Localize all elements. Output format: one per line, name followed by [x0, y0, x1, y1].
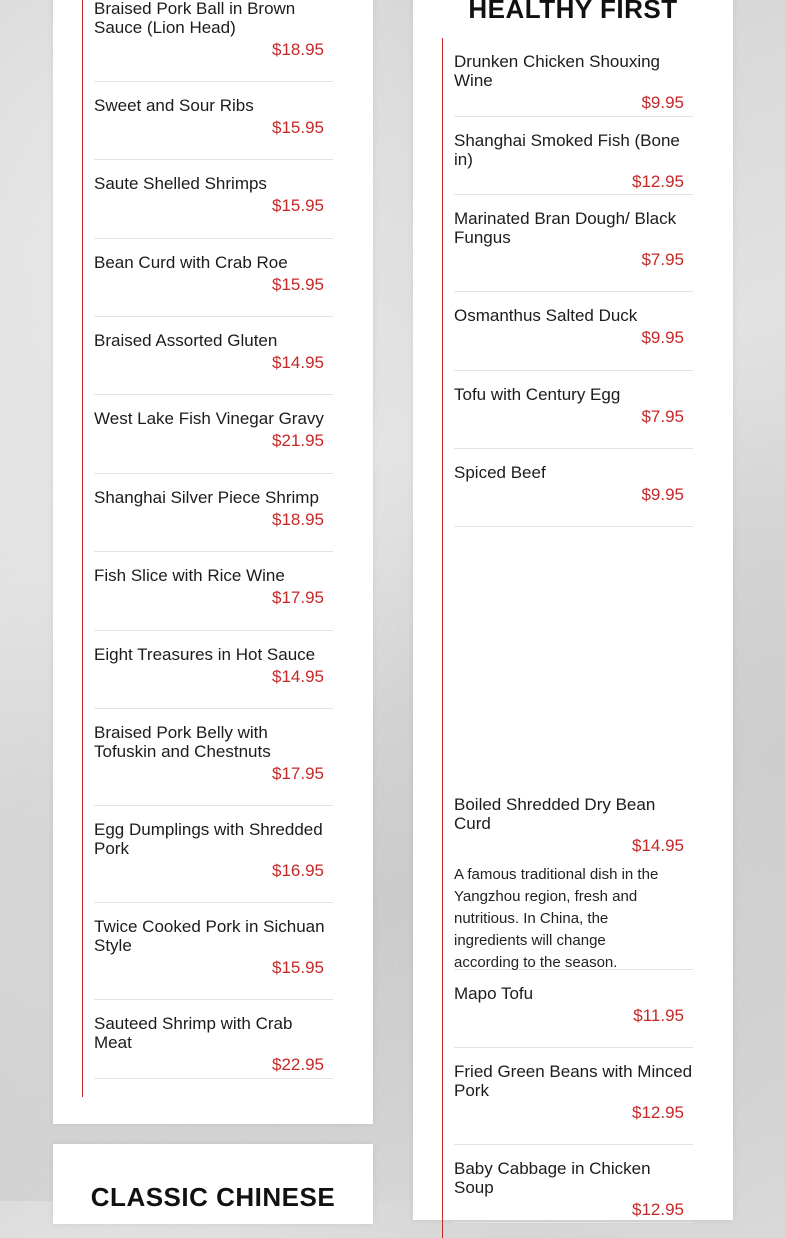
menu-item-price: $12.95 — [632, 172, 684, 191]
menu-item-price: $15.95 — [272, 118, 324, 137]
menu-item-price: $12.95 — [632, 1103, 684, 1122]
menu-item-name: Shanghai Smoked Fish (Bone in) — [454, 131, 680, 169]
menu-item — [454, 385, 693, 449]
menu-item — [454, 1062, 693, 1145]
menu-item-price: $18.95 — [272, 510, 324, 529]
menu-item — [454, 131, 693, 195]
section-title: HEALTHY FIRST — [468, 0, 678, 24]
menu-item — [454, 52, 693, 117]
menu-item — [94, 820, 333, 903]
menu-item-price: $9.95 — [641, 485, 684, 504]
menu-item-name: Sauteed Shrimp with Crab Meat — [94, 1014, 293, 1052]
menu-item — [94, 409, 333, 474]
section-title: CLASSIC CHINESE — [90, 1182, 336, 1212]
menu-item-description: A famous traditional dish in the Yangzhou region, fresh and nutritious. In China, the ingredients will change according to the season. — [454, 866, 659, 971]
menu-item-name: Osmanthus Salted Duck — [454, 306, 638, 325]
menu-item — [94, 331, 333, 395]
menu-item-price: $14.95 — [272, 667, 324, 686]
menu-item — [94, 566, 333, 631]
menu-accent-line — [442, 38, 443, 1238]
menu-item — [94, 174, 333, 239]
menu-item-name: Braised Pork Belly with Tofuskin and Chestnuts — [94, 723, 271, 761]
menu-item-price: $16.95 — [272, 861, 324, 880]
menu-item-name: Eight Treasures in Hot Sauce — [94, 645, 316, 664]
menu-item — [94, 645, 333, 709]
menu-item — [94, 1014, 333, 1079]
menu-item-name: Baby Cabbage in Chicken Soup — [454, 1159, 651, 1197]
menu-item-price: $7.95 — [641, 407, 684, 426]
menu-card-left-next — [53, 1144, 373, 1224]
menu-item-price: $17.95 — [272, 764, 324, 783]
menu-item — [94, 723, 333, 806]
menu-item-price: $15.95 — [272, 275, 324, 294]
menu-item-name: Egg Dumplings with Shredded Pork — [94, 820, 323, 858]
menu-item — [454, 209, 693, 292]
menu-item-price: $11.95 — [633, 1006, 684, 1025]
menu-item — [454, 1159, 693, 1223]
menu-item-name: Spiced Beef — [454, 463, 546, 482]
menu-item-name: Twice Cooked Pork in Sichuan Style — [94, 917, 325, 955]
menu-item-price: $12.95 — [632, 1200, 684, 1219]
menu-item — [94, 96, 333, 160]
menu-item-name: Braised Assorted Gluten — [94, 331, 278, 350]
menu-item-name: Sweet and Sour Ribs — [94, 96, 254, 115]
menu-item — [454, 306, 693, 371]
menu-item-name: Boiled Shredded Dry Bean Curd — [454, 795, 656, 833]
menu-item-price: $15.95 — [272, 958, 324, 977]
menu-item-price: $7.95 — [641, 250, 684, 269]
menu-item-name: Drunken Chicken Shouxing Wine — [454, 52, 661, 90]
menu-item — [454, 463, 693, 527]
menu-item-name: Shanghai Silver Piece Shrimp — [94, 488, 319, 507]
menu-item-name: Fried Green Beans with Minced Pork — [454, 1062, 693, 1100]
menu-item — [454, 795, 693, 970]
menu-item — [94, 0, 333, 82]
menu-accent-line — [82, 0, 83, 1097]
menu-item-name: Mapo Tofu — [454, 984, 534, 1003]
menu-item-name: Bean Curd with Crab Roe — [94, 253, 288, 272]
menu-item-price: $15.95 — [272, 196, 324, 215]
menu-card-left — [53, 0, 373, 1124]
menu-item-price: $21.95 — [272, 431, 324, 450]
menu-item-name: Marinated Bran Dough/ Black Fungus — [454, 209, 677, 247]
menu-item-name: Braised Pork Ball in Brown Sauce (Lion Head) — [94, 0, 296, 37]
menu-item-price: $14.95 — [632, 836, 684, 855]
menu-item-name: Tofu with Century Egg — [454, 385, 621, 404]
menu-item — [94, 917, 333, 1000]
menu-item-price: $9.95 — [641, 93, 684, 112]
menu-card-right — [413, 0, 733, 1220]
menu-item — [94, 488, 333, 552]
menu-item-price: $9.95 — [641, 328, 684, 347]
menu-item-name: Fish Slice with Rice Wine — [94, 566, 285, 585]
menu-item-name: West Lake Fish Vinegar Gravy — [94, 409, 324, 428]
menu-item-price: $22.95 — [272, 1055, 324, 1074]
menu-item — [94, 253, 333, 317]
menu-item-price: $14.95 — [272, 353, 324, 372]
menu-item-price: $18.95 — [272, 40, 324, 59]
menu-item — [454, 984, 693, 1048]
menu-item-name: Saute Shelled Shrimps — [94, 174, 267, 193]
menu-item-price: $17.95 — [272, 588, 324, 607]
